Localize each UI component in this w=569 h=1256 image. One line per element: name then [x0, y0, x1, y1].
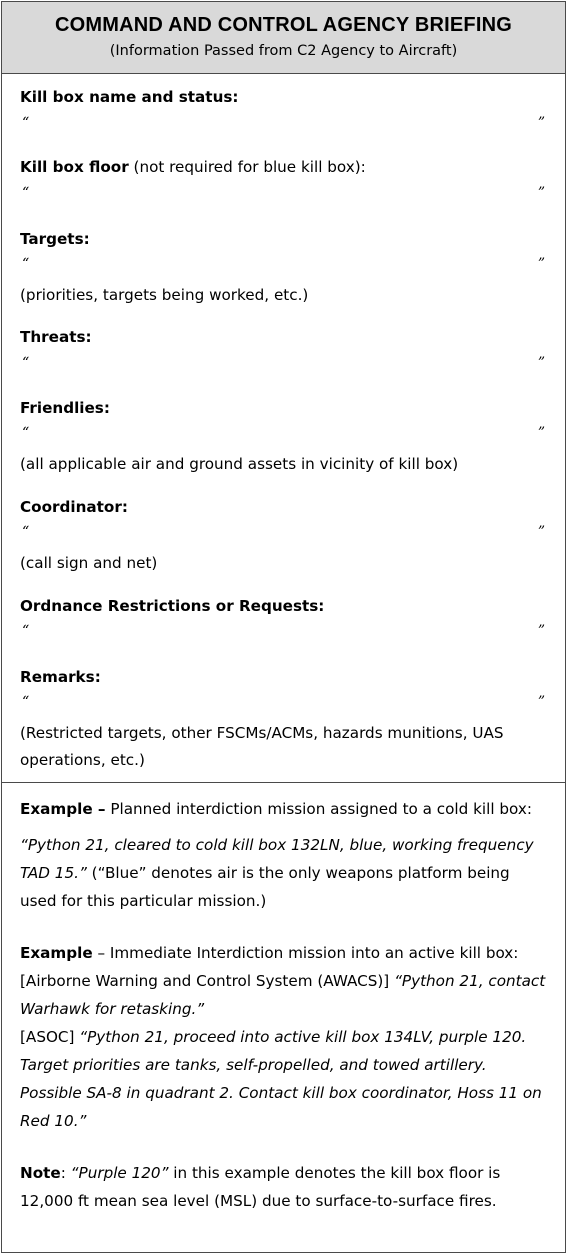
- example1-intro: [20, 795, 547, 823]
- close-quote: ”: [537, 524, 545, 540]
- remarks-entry: [20, 694, 547, 714]
- floor-entry: [20, 185, 547, 205]
- remarks-note-line1: (Restricted targets, other FSCMs/ACMs, hazards munitions, UAS: [20, 724, 504, 742]
- kill-box-entry: [20, 115, 547, 135]
- example1-body: [20, 831, 547, 915]
- note-quote: “Purple 120”: [70, 1164, 169, 1182]
- targets-label: Targets:: [20, 230, 90, 248]
- close-quote: ”: [537, 694, 545, 710]
- example1-intro-text: Planned interdiction mission assigned to a cold kill box:: [105, 800, 532, 818]
- examples-section: [2, 783, 565, 1215]
- friendlies-label: Friendlies:: [20, 399, 110, 417]
- targets-entry: [20, 256, 547, 276]
- note-colon: :: [60, 1164, 71, 1182]
- close-quote: ”: [537, 355, 545, 371]
- briefing-fields: [2, 74, 565, 783]
- example2-intro: – Immediate Interdiction mission into an active kill box: [Airborne Warning and Control System (AWACS)]: [20, 944, 519, 990]
- example2-asoc-prefix: [ASOC]: [20, 1028, 80, 1046]
- example2-body: [20, 939, 547, 1023]
- remarks-note-line2: operations, etc.): [20, 751, 145, 769]
- briefing-title: COMMAND AND CONTROL AGENCY BRIEFING: [55, 14, 512, 36]
- close-quote: ”: [537, 425, 545, 441]
- note-text: in this example denotes the kill box floor is 12,000 ft mean sea level (MSL) due to surface-to-surface fires.: [20, 1164, 501, 1210]
- close-quote: ”: [537, 256, 545, 272]
- targets-note: (priorities, targets being worked, etc.): [20, 286, 309, 304]
- close-quote: ”: [537, 115, 545, 131]
- open-quote: “: [22, 694, 30, 710]
- note-label: Note: [20, 1164, 61, 1182]
- open-quote: “: [22, 185, 30, 201]
- open-quote: “: [22, 623, 30, 639]
- example1-explanation: (“Blue” denotes air is the only weapons platform being used for this particular mission.): [20, 864, 510, 910]
- open-quote: “: [22, 256, 30, 272]
- example2-quote2: “Python 21, proceed into active kill box 134LV, purple 120. Target priorities are tanks, self-propelled, and towed artillery. Possible SA-8 in quadrant 2. Contact kill box coordinator, Hoss 11 on Red 10.”: [20, 1028, 542, 1130]
- example1-label: Example –: [20, 800, 106, 818]
- floor-label-line: [20, 158, 547, 176]
- close-quote: ”: [537, 185, 545, 201]
- friendlies-note: (all applicable air and ground assets in vicinity of kill box): [20, 455, 459, 473]
- briefing-header: [2, 2, 565, 74]
- ordnance-label: Ordnance Restrictions or Requests:: [20, 597, 325, 615]
- coordinator-entry: [20, 524, 547, 544]
- threats-entry: [20, 355, 547, 375]
- friendlies-entry: [20, 425, 547, 445]
- ordnance-entry: [20, 623, 547, 643]
- threats-label: Threats:: [20, 328, 92, 346]
- floor-label-suffix: (not required for blue kill box):: [128, 158, 366, 176]
- briefing-subtitle: (Information Passed from C2 Agency to Aircraft): [109, 43, 458, 59]
- open-quote: “: [22, 115, 30, 131]
- open-quote: “: [22, 355, 30, 371]
- open-quote: “: [22, 425, 30, 441]
- briefing-table: [1, 1, 566, 1253]
- coordinator-note: (call sign and net): [20, 554, 158, 572]
- example2-asoc: [20, 1023, 547, 1135]
- floor-label: Kill box floor: [20, 158, 129, 176]
- note-paragraph: [20, 1159, 547, 1215]
- example1-quote: “Python 21, cleared to cold kill box 132LN, blue, working frequency TAD 15.”: [20, 836, 534, 882]
- close-quote: ”: [537, 623, 545, 639]
- remarks-label: Remarks:: [20, 668, 101, 686]
- example2-label: Example: [20, 944, 93, 962]
- coordinator-label: Coordinator:: [20, 498, 128, 516]
- open-quote: “: [22, 524, 30, 540]
- kill-box-label: Kill box name and status:: [20, 88, 239, 106]
- example2-quote1: “Python 21, contact Warhawk for retasking.”: [20, 972, 546, 1018]
